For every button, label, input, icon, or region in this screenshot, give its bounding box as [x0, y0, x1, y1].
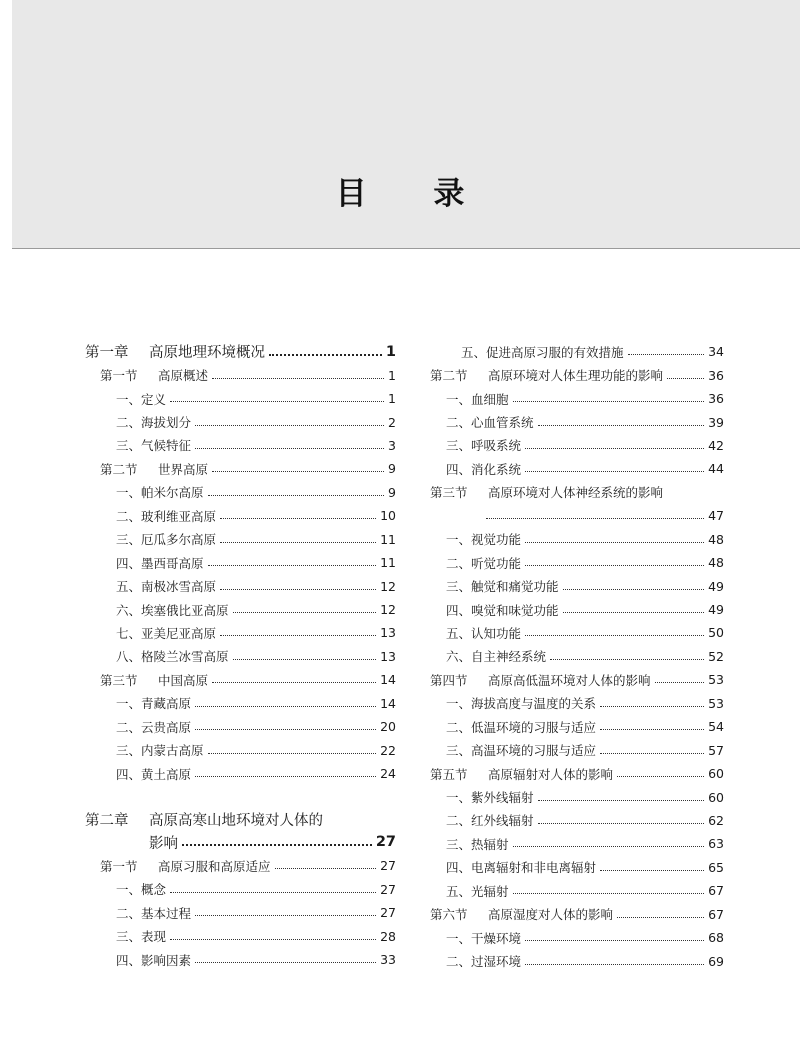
chapter-number: 第二章: [85, 812, 129, 829]
toc-item[interactable]: [430, 551, 724, 574]
toc-item[interactable]: [85, 645, 396, 668]
toc-left-column: [85, 340, 396, 971]
section-title: 世界高原: [158, 461, 209, 477]
toc-section-cont[interactable]: [430, 504, 724, 527]
toc-item[interactable]: [85, 715, 396, 738]
page-number: 14: [380, 672, 396, 688]
item-title: 四、电离辐射和非电离辐射: [446, 860, 597, 876]
section-number: 第一节: [100, 368, 138, 384]
page-number: 1: [388, 367, 396, 383]
section-number: 第一节: [100, 858, 138, 874]
leader-dots: [617, 776, 704, 777]
leader-dots: [170, 892, 376, 893]
leader-dots: [170, 401, 384, 402]
toc-section[interactable]: [430, 481, 724, 504]
section-number: 第三节: [430, 485, 468, 501]
leader-dots: [600, 753, 704, 754]
item-title: 四、黄土高原: [116, 766, 192, 782]
page-number: 1: [388, 391, 396, 407]
page-number: 67: [708, 883, 724, 899]
toc-item[interactable]: [85, 925, 396, 948]
toc-item[interactable]: [430, 574, 724, 597]
leader-dots: [538, 425, 705, 426]
toc-item[interactable]: [85, 738, 396, 761]
toc-item[interactable]: [85, 598, 396, 621]
page-number: 9: [388, 484, 396, 500]
section-title: 高原习服和高原适应: [158, 858, 271, 874]
leader-dots: [212, 378, 384, 379]
leader-dots: [233, 612, 377, 613]
page-number: 50: [708, 625, 724, 641]
toc-item[interactable]: [430, 949, 724, 972]
item-title: 二、低温环境的习服与适应: [446, 719, 597, 735]
page-number: 34: [708, 344, 724, 360]
leader-dots: [513, 893, 705, 894]
section-title: 高原环境对人体生理功能的影响: [488, 368, 664, 384]
leader-dots: [275, 868, 377, 869]
page-number: 22: [380, 742, 396, 758]
toc-item[interactable]: [85, 504, 396, 527]
page-number: 27: [380, 905, 396, 921]
page-number: 36: [708, 391, 724, 407]
toc-item[interactable]: [430, 832, 724, 855]
toc-item[interactable]: [85, 878, 396, 901]
leader-dots: [195, 962, 376, 963]
leader-dots: [600, 870, 704, 871]
item-title: 三、内蒙古高原: [116, 743, 204, 759]
leader-dots: [600, 706, 704, 707]
item-title: 三、高温环境的习服与适应: [446, 743, 597, 759]
leader-dots: [525, 635, 704, 636]
toc-section[interactable]: [430, 668, 724, 691]
leader-dots: [525, 565, 704, 566]
leader-dots: [513, 401, 705, 402]
toc-section[interactable]: [430, 762, 724, 785]
leader-dots: [525, 964, 704, 965]
item-title: 二、过湿环境: [446, 954, 522, 970]
toc-section[interactable]: [430, 903, 724, 926]
page-number: 27: [375, 834, 396, 851]
toc-item[interactable]: [85, 387, 396, 410]
leader-dots: [628, 354, 705, 355]
toc-item[interactable]: [430, 410, 724, 433]
page-number: 57: [708, 742, 724, 758]
page-number: 24: [380, 766, 396, 782]
leader-dots: [208, 495, 385, 496]
page-number: 3: [388, 437, 396, 453]
toc-item[interactable]: [430, 785, 724, 808]
page-number: 13: [380, 648, 396, 664]
item-title: 一、海拔高度与温度的关系: [446, 696, 597, 712]
item-title: 二、海拔划分: [116, 415, 192, 431]
item-title: 四、影响因素: [116, 952, 192, 968]
leader-dots: [212, 471, 384, 472]
page-number: 27: [380, 881, 396, 897]
page-number: 48: [708, 555, 724, 571]
page-number: 68: [708, 930, 724, 946]
toc-section[interactable]: [85, 854, 396, 877]
item-title: 三、触觉和痛觉功能: [446, 579, 559, 595]
section-number: 第二节: [100, 461, 138, 477]
toc-item[interactable]: [430, 809, 724, 832]
page-number: 9: [388, 461, 396, 477]
leader-dots: [170, 939, 376, 940]
toc-item[interactable]: [85, 948, 396, 971]
page-number: 10: [380, 508, 396, 524]
leader-dots: [195, 425, 384, 426]
leader-dots: [195, 448, 384, 449]
leader-dots: [525, 448, 704, 449]
item-title: 三、表现: [116, 929, 167, 945]
toc-item[interactable]: [430, 856, 724, 879]
leader-dots: [655, 682, 705, 683]
leader-dots: [195, 915, 376, 916]
section-number: 第六节: [430, 907, 468, 923]
toc-item[interactable]: [430, 692, 724, 715]
leader-dots: [486, 518, 704, 519]
toc-item[interactable]: [85, 551, 396, 574]
section-title: 中国高原: [158, 672, 209, 688]
item-title: 四、消化系统: [446, 461, 522, 477]
chapter-title: 高原高寒山地环境对人体的: [149, 812, 323, 829]
toc-chapter-2-cont[interactable]: [85, 831, 396, 854]
toc-right-column: [430, 340, 724, 973]
leader-dots: [195, 776, 376, 777]
item-title: 一、视觉功能: [446, 532, 522, 548]
page-number: 54: [708, 719, 724, 735]
page-number: 11: [380, 555, 396, 571]
toc-section[interactable]: [85, 668, 396, 691]
section-number: 第二节: [430, 368, 468, 384]
leader-dots: [617, 917, 704, 918]
page-number: 48: [708, 531, 724, 547]
item-title: 一、帕米尔高原: [116, 485, 204, 501]
leader-dots: [195, 729, 376, 730]
item-title: 二、云贵高原: [116, 719, 192, 735]
toc-item[interactable]: [430, 434, 724, 457]
leader-dots: [600, 729, 704, 730]
toc-item[interactable]: [85, 528, 396, 551]
page-number: 62: [708, 812, 724, 828]
page-number: 65: [708, 859, 724, 875]
page-number: 39: [708, 414, 724, 430]
page-number: 44: [708, 461, 724, 477]
toc-item[interactable]: [430, 387, 724, 410]
page-number: 52: [708, 648, 724, 664]
section-title: 高原湿度对人体的影响: [488, 907, 614, 923]
item-title: 五、促进高原习服的有效措施: [461, 344, 624, 360]
toc-item[interactable]: [430, 528, 724, 551]
page-number: 33: [380, 952, 396, 968]
leader-dots: [220, 518, 376, 519]
leader-dots: [233, 659, 377, 660]
item-title: 一、定义: [116, 391, 167, 407]
toc-chapter-2[interactable]: [85, 807, 396, 830]
toc-item[interactable]: [85, 692, 396, 715]
page-number: 20: [380, 719, 396, 735]
leader-dots: [212, 682, 376, 683]
section-number: 第五节: [430, 766, 468, 782]
section-number: 第四节: [430, 672, 468, 688]
item-title: 六、自主神经系统: [446, 649, 547, 665]
page-number: 2: [388, 414, 396, 430]
toc-item[interactable]: [430, 738, 724, 761]
item-title: 一、紫外线辐射: [446, 790, 534, 806]
chapter-title-cont: 影响: [149, 835, 178, 852]
toc-chapter-1[interactable]: [85, 340, 396, 363]
item-title: 七、亚美尼亚高原: [116, 625, 217, 641]
item-title: 二、红外线辐射: [446, 813, 534, 829]
toc-item[interactable]: [85, 410, 396, 433]
item-title: 二、玻利维亚高原: [116, 508, 217, 524]
toc-item[interactable]: [430, 621, 724, 644]
toc-section[interactable]: [85, 457, 396, 480]
toc-item[interactable]: [430, 645, 724, 668]
page-number: 53: [708, 672, 724, 688]
item-title: 八、格陵兰冰雪高原: [116, 649, 229, 665]
item-title: 一、干燥环境: [446, 930, 522, 946]
leader-dots: [208, 565, 377, 566]
toc-item[interactable]: [430, 926, 724, 949]
item-title: 三、气候特征: [116, 438, 192, 454]
leader-dots: [220, 635, 376, 636]
toc-section[interactable]: [430, 363, 724, 386]
page-number: 13: [380, 625, 396, 641]
page-number: 36: [708, 367, 724, 383]
section-title: 高原辐射对人体的影响: [488, 766, 614, 782]
toc-item[interactable]: [430, 457, 724, 480]
toc-item[interactable]: [85, 434, 396, 457]
section-title: 高原环境对人体神经系统的影响: [488, 485, 664, 501]
item-title: 二、心血管系统: [446, 415, 534, 431]
page-number: 11: [380, 531, 396, 547]
leader-dots: [667, 378, 704, 379]
toc-item[interactable]: [430, 879, 724, 902]
toc-section[interactable]: [85, 363, 396, 386]
item-title: 一、血细胞: [446, 391, 509, 407]
page-number: 1: [385, 343, 396, 360]
leader-dots: [269, 354, 382, 356]
chapter-title: 高原地理环境概况: [149, 345, 265, 362]
item-title: 五、南极冰雪高原: [116, 579, 217, 595]
page-number: 27: [380, 858, 396, 874]
item-title: 一、青藏高原: [116, 696, 192, 712]
leader-dots: [525, 940, 704, 941]
toc-item[interactable]: [85, 901, 396, 924]
item-title: 五、光辐射: [446, 883, 509, 899]
toc-item[interactable]: [85, 762, 396, 785]
page-number: 63: [708, 836, 724, 852]
leader-dots: [563, 589, 705, 590]
page-number: 49: [708, 578, 724, 594]
toc-item[interactable]: [85, 574, 396, 597]
leader-dots: [220, 542, 376, 543]
leader-dots: [550, 659, 704, 660]
page-number: 53: [708, 695, 724, 711]
item-title: 三、热辐射: [446, 836, 509, 852]
page-number: 60: [708, 789, 724, 805]
item-title: 三、呼吸系统: [446, 438, 522, 454]
toc-item[interactable]: [430, 598, 724, 621]
toc-item[interactable]: [85, 481, 396, 504]
leader-dots: [513, 846, 705, 847]
chapter-gap: [85, 785, 396, 807]
page-number: 14: [380, 695, 396, 711]
page-number: 67: [708, 906, 724, 922]
item-title: 四、嗅觉和味觉功能: [446, 602, 559, 618]
item-title: 六、埃塞俄比亚高原: [116, 602, 229, 618]
page-number: 60: [708, 766, 724, 782]
item-title: 二、基本过程: [116, 905, 192, 921]
page-number: 69: [708, 953, 724, 969]
section-number: 第三节: [100, 672, 138, 688]
leader-dots: [208, 753, 377, 754]
leader-dots: [525, 542, 704, 543]
item-title: 四、墨西哥高原: [116, 555, 204, 571]
leader-dots: [538, 800, 705, 801]
leader-dots: [538, 823, 705, 824]
leader-dots: [220, 589, 376, 590]
leader-dots: [182, 844, 372, 846]
leader-dots: [563, 612, 705, 613]
page-number: 12: [380, 578, 396, 594]
page-number: 28: [380, 928, 396, 944]
leader-dots: [525, 471, 704, 472]
item-title: 一、概念: [116, 882, 167, 898]
page-number: 12: [380, 602, 396, 618]
page-title: 目 录: [335, 176, 493, 212]
item-title: 三、厄瓜多尔高原: [116, 532, 217, 548]
page-number: 49: [708, 602, 724, 618]
toc-item[interactable]: [430, 715, 724, 738]
item-title: 五、认知功能: [446, 625, 522, 641]
page-number: 47: [708, 508, 724, 524]
leader-dots: [195, 706, 376, 707]
section-title: 高原概述: [158, 368, 209, 384]
chapter-number: 第一章: [85, 345, 129, 362]
toc-item[interactable]: [430, 340, 724, 363]
item-title: 二、听觉功能: [446, 555, 522, 571]
page-number: 42: [708, 437, 724, 453]
section-title: 高原高低温环境对人体的影响: [488, 672, 651, 688]
toc-item[interactable]: [85, 621, 396, 644]
